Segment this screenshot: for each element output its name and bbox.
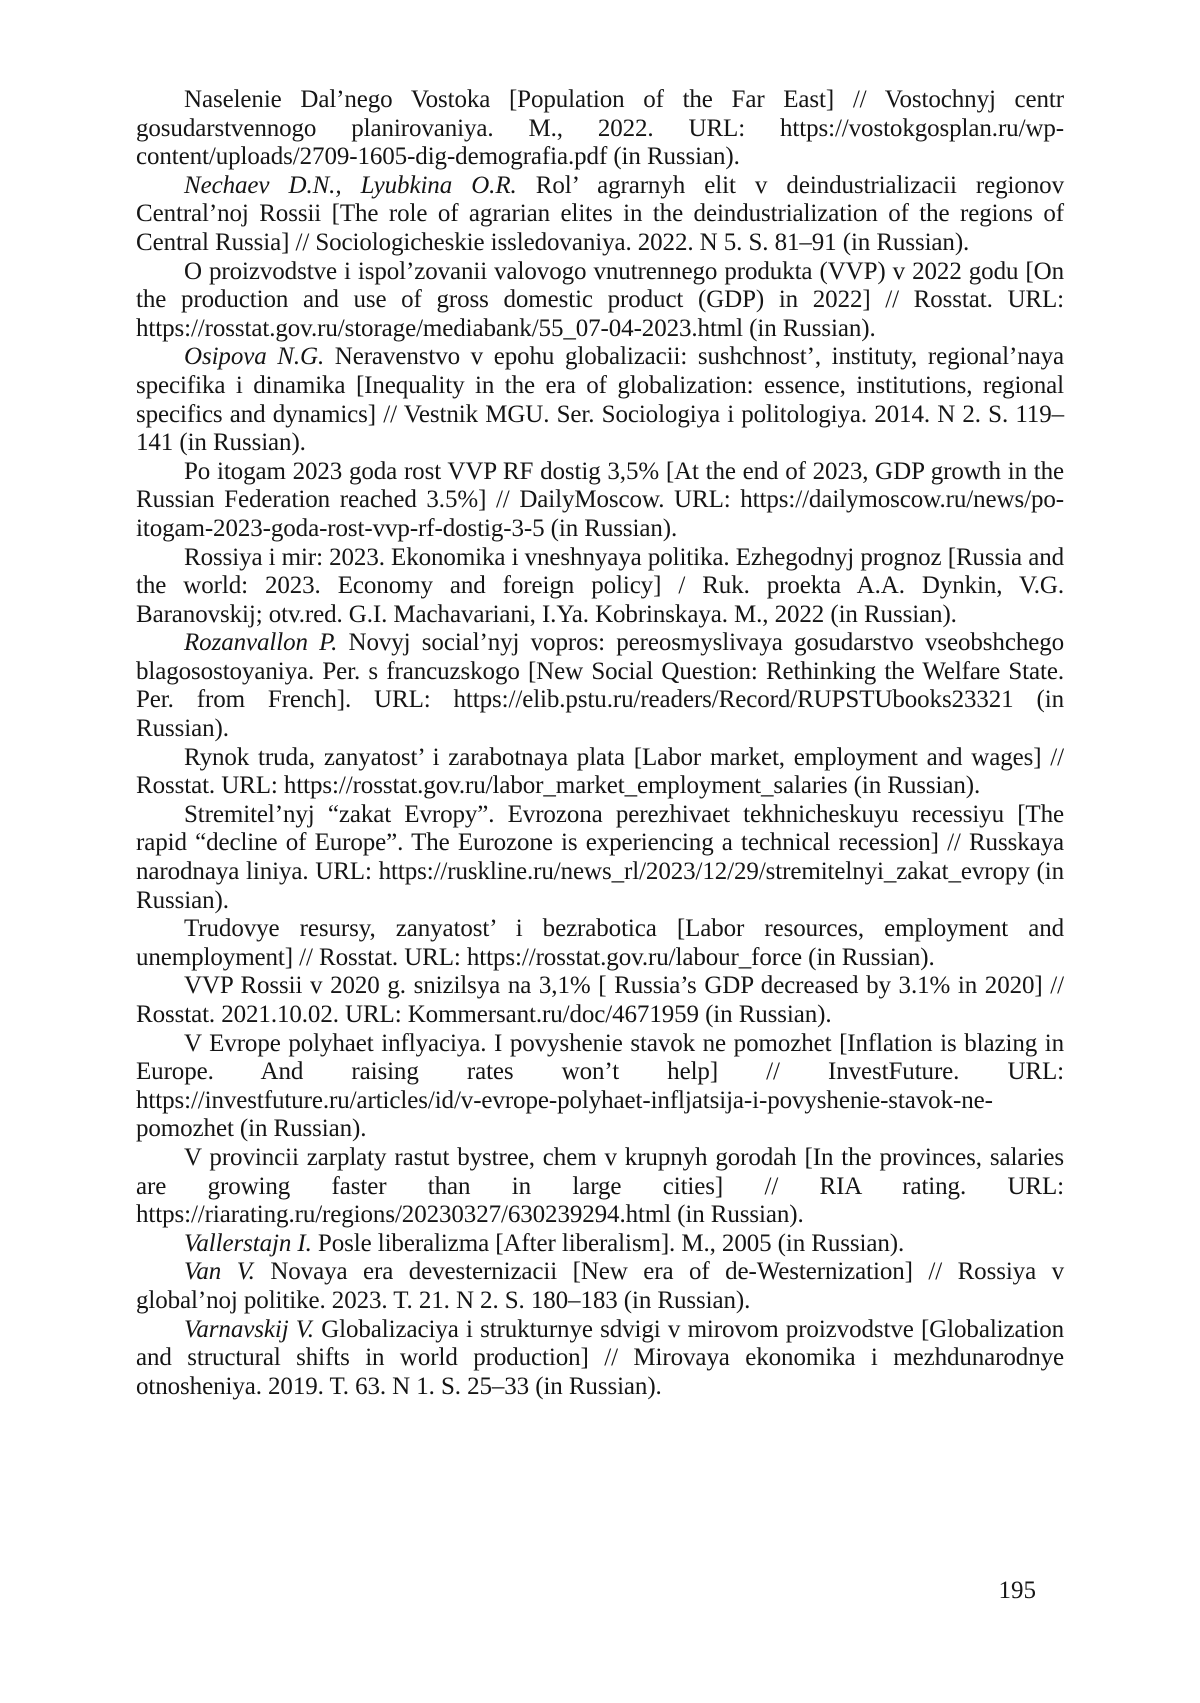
reference-entry <box>136 1030 1064 1144</box>
reference-entry <box>136 1230 1064 1259</box>
reference-authors: Varnavskij V. <box>184 1315 314 1343</box>
reference-text: O proizvodstve i ispol’zovanii valovogo vnutrennego produkta (VVP) v 2022 godu [On the production and use of gross domestic product (GDP) in 2022] // Rosstat. URL: https://rosstat.gov.ru/storage/mediabank/55_07-04-2023.html (in Russian). <box>136 257 1064 342</box>
reference-entry <box>136 1144 1064 1230</box>
reference-authors: Vallerstajn I. <box>184 1229 312 1257</box>
reference-text: V provincii zarplaty rastut bystree, chem v krupnyh gorodah [In the provinces, salaries are growing faster than in large cities] // RIA rating. URL: https://riarating.ru/regions/20230327/630239294.html (in Russian). <box>136 1143 1064 1229</box>
reference-entry <box>136 343 1064 457</box>
reference-text: Globalizaciya i strukturnye sdvigi v mirovom proizvodstve [Globalization and structural shifts in world production] // Mirovaya ekonomika i mezhdunarodnye otnosheniya. 2019. T. 63. N 1. S. 25–33 (in Russian). <box>136 1315 1065 1400</box>
reference-entry <box>136 629 1064 743</box>
reference-entry <box>136 744 1064 801</box>
reference-entry <box>136 801 1064 915</box>
reference-entry <box>136 172 1064 258</box>
reference-authors: Rozanvallon P. <box>184 629 338 657</box>
reference-text: Novaya era devesternizacii [New era of de-Westernization] // Rossiya v global’noj politike. 2023. T. 21. N 2. S. 180–183 (in Russian). <box>136 1258 1064 1314</box>
reference-text: Po itogam 2023 goda rost VVP RF dostig 3,5% [At the end of 2023, GDP growth in the Russian Federation reached 3.5%] // DailyMoscow. URL: https://dailymoscow.ru/news/po-itogam-2023-goda-rost-vvp-rf-dostig-3-5 (in Russian). <box>136 457 1064 542</box>
reference-list <box>136 86 1064 1401</box>
reference-entry <box>136 458 1064 544</box>
reference-entry <box>136 86 1064 172</box>
reference-authors: Osipova N.G. <box>184 343 325 371</box>
reference-text: Rynok truda, zanyatost’ i zarabotnaya plata [Labor market, employment and wages] // Rosstat. URL: https://rosstat.gov.ru/labor_market_employment_salaries (in Russian). <box>136 743 1064 800</box>
reference-text: Neravenstvo v epohu globalizacii: sushchnost’, instituty, regional’naya specifika i dinamika [Inequality in the era of globalization: essence, institutions, regional specifics and dynamics] // Vestnik MGU. Ser. Sociologiya i politologiya. 2014. N 2. S. 119–141 (in Russian). <box>136 343 1064 457</box>
reference-text: Naselenie Dal’nego Vostoka [Population of the Far East] // Vostochnyj centr gosudarstvennogo planirovaniya. M., 2022. URL: https://vostokgosplan.ru/wp-content/uploads/2709-1605-dig-demografia.pdf (in Russian). <box>136 86 1064 171</box>
reference-text: Rol’ agrarnyh elit v deindustrializacii regionov Central’noj Rossii [The role of agrarian elites in the deindustrialization of the regions of Central Russia] // Sociologicheskie issledovaniya. 2022. N 5. S. 81–91 (in Russian). <box>136 171 1064 256</box>
reference-text: Posle liberalizma [After liberalism]. M., 2005 (in Russian). <box>311 1229 905 1257</box>
reference-text: Novyj social’nyj vopros: pereosmyslivaya gosudarstvo vseobshchego blagosostoyaniya. Per. s francuzskogo [New Social Question: Rethinking the Welfare State. Per. from French]. URL: https://elib.pstu.ru/readers/Record/RUPSTUbooks23321 (in Russian). <box>136 629 1065 743</box>
page-number: 195 <box>998 1577 1036 1604</box>
reference-authors: Van V. <box>184 1258 255 1286</box>
reference-authors: Nechaev D.N., Lyubkina O.R. <box>184 171 517 199</box>
reference-entry <box>136 915 1064 972</box>
reference-entry <box>136 1258 1064 1315</box>
reference-text: V Evrope polyhaet inflyaciya. I povyshenie stavok ne pomozhet [Inflation is blazing in Europe. And raising rates won’t help] // InvestFuture. URL: https://investfuture.ru/articles/id/v-evrope-polyhaet-infljatsija-i-povyshenie-stavok-ne-pomozhet (in Russian). <box>136 1029 1064 1143</box>
reference-entry <box>136 1316 1064 1402</box>
reference-text: Rossiya i mir: 2023. Ekonomika i vneshnyaya politika. Ezhegodnyj prognoz [Russia and the world: 2023. Economy and foreign policy] / Ruk. proekta A.A. Dynkin, V.G. Baranovskij; otv.red. G.I. Machavariani, I.Ya. Kobrinskaya. M., 2022 (in Russian). <box>136 543 1064 628</box>
document-page <box>136 86 1064 1401</box>
reference-text: Trudovye resursy, zanyatost’ i bezrabotica [Labor resources, employment and unemployment] // Rosstat. URL: https://rosstat.gov.ru/labour_force (in Russian). <box>136 915 1064 971</box>
reference-text: Stremitel’nyj “zakat Evropy”. Evrozona perezhivaet tekhnicheskuyu recessiyu [The rapid “decline of Europe”. The Eurozone is experiencing a technical recession] // Russkaya narodnaya liniya. URL: https://ruskline.ru/news_rl/2023/12/29/stremitelnyi_zakat_evropy (in Russian). <box>136 800 1064 914</box>
reference-entry <box>136 972 1064 1029</box>
reference-entry <box>136 258 1064 344</box>
reference-text: VVP Rossii v 2020 g. snizilsya na 3,1% [ Russia’s GDP decreased by 3.1% in 2020] // Rosstat. 2021.10.02. URL: Kommersant.ru/doc/4671959 (in Russian). <box>136 972 1064 1028</box>
reference-entry <box>136 544 1064 630</box>
